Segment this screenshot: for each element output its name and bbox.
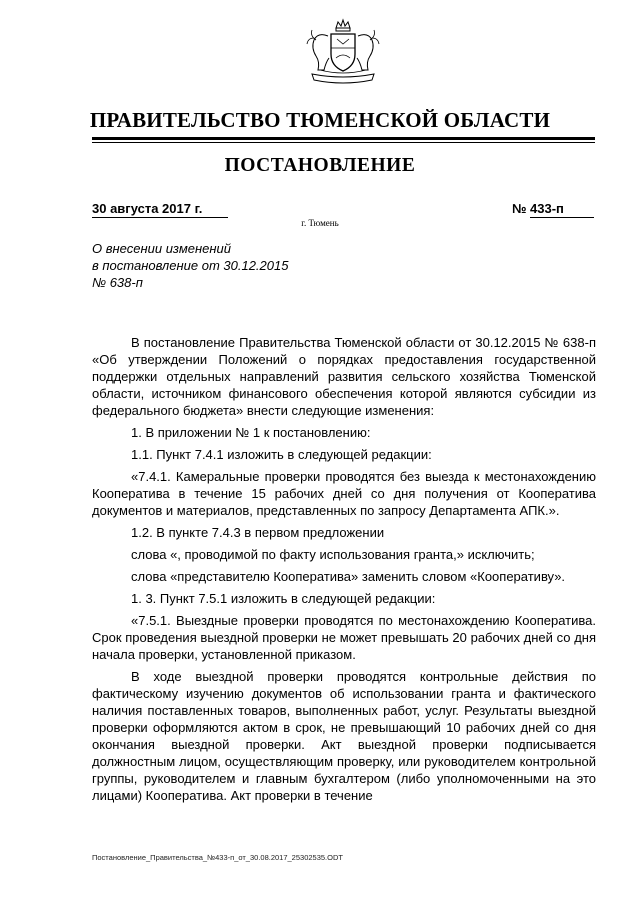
document-body: [92, 334, 596, 804]
body-paragraph: 1. В приложении № 1 к постановлению:: [131, 425, 371, 440]
footer-filename: Постановление_Правительства_№433-п_от_30.08.2017_25302535.ODT: [92, 853, 343, 862]
body-paragraph: слова «, проводимой по факту использования гранта,» исключить;: [131, 547, 535, 562]
document-number: 433-п: [530, 201, 594, 218]
document-date: 30 августа 2017 г.: [92, 201, 228, 218]
subject-line: № 638-п: [92, 275, 143, 290]
body-paragraph: 1.1. Пункт 7.4.1 изложить в следующей редакции:: [131, 447, 432, 462]
body-paragraph: «7.5.1. Выездные проверки проводятся по местонахождению Кооператива. Срок проведения выездной проверки не может превышать 20 рабочих дней со дня начала проверки, установленной приказом.: [92, 613, 596, 662]
organization-title: ПРАВИТЕЛЬСТВО ТЮМЕНСКОЙ ОБЛАСТИ: [89, 108, 551, 132]
document-number-label: №: [512, 201, 527, 216]
coat-of-arms-icon: [298, 18, 388, 88]
body-paragraph: «7.4.1. Камеральные проверки проводятся без выезда к местонахождению Кооператива в течение 15 рабочих дней со дня получения от Кооператива документов и материалов, представленных по запросу Департамента АПК.».: [92, 469, 596, 518]
document-subject: [92, 240, 392, 291]
body-paragraph: 1.2. В пункте 7.4.3 в первом предложении: [131, 525, 385, 540]
header-divider-thin: [92, 142, 595, 143]
body-paragraph: 1. 3. Пункт 7.5.1 изложить в следующей редакции:: [131, 591, 436, 606]
document-city: г. Тюмень: [301, 218, 339, 228]
body-paragraph: В постановление Правительства Тюменской области от 30.12.2015 № 638-п «Об утверждении Положений о порядках предоставления государственной поддержки отдельных направлений развития сельского хозяйства Тюменской области, источником финансового обеспечения которой являются субсидии из федерального бюджета» внести следующие изменения:: [92, 335, 596, 418]
document-type: ПОСТАНОВЛЕНИЕ: [224, 155, 416, 176]
body-paragraph: В ходе выездной проверки проводятся контрольные действия по фактическому изучению документов об использовании гранта и фактического наличия поставленных товаров, выполненных работ, услуг. Результаты выездной проверки оформляются актом в срок, не превышающий 10 рабочих дней со дня окончания выездной проверки. Акт выездной проверки подписывается должностным лицом, осуществляющим проверку, или руководителем контрольной группы, руководителем и главным бухгалтером (либо уполномоченными на это лицами) Кооператива. Акт проверки в течение: [92, 669, 596, 803]
subject-line: О внесении изменений: [92, 241, 231, 256]
header-divider-thick: [92, 137, 595, 140]
body-paragraph: слова «представителю Кооператива» заменить словом «Кооперативу».: [131, 569, 566, 584]
subject-line: в постановление от 30.12.2015: [92, 258, 289, 273]
